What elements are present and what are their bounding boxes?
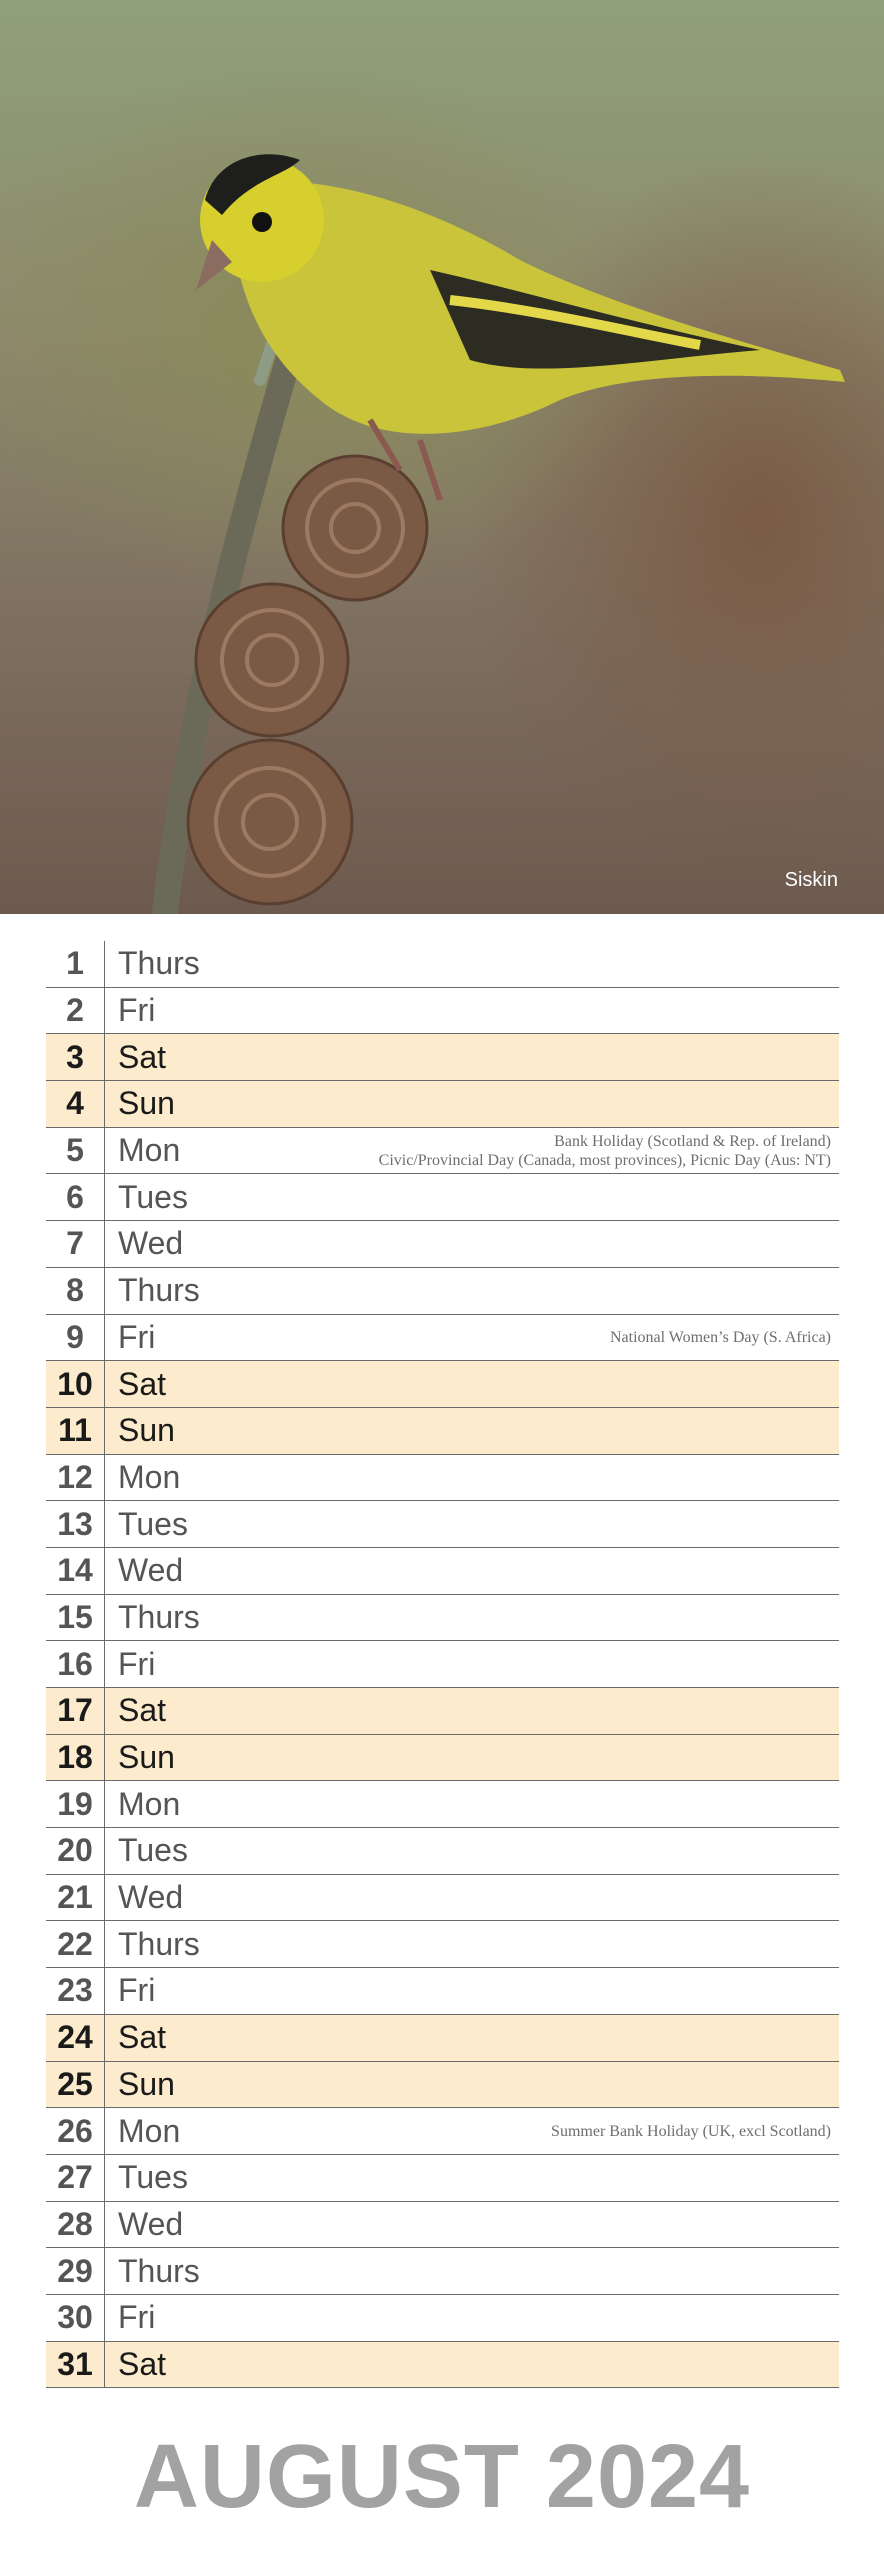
day-row (46, 2342, 839, 2389)
day-row (46, 941, 839, 988)
day-number: 3 (46, 1034, 105, 1080)
weekday-label: Wed (118, 1879, 184, 1916)
weekday-label: Fri (118, 2299, 156, 2336)
day-number: 24 (46, 2015, 105, 2061)
day-number: 14 (46, 1548, 105, 1594)
day-number: 18 (46, 1735, 105, 1781)
day-row (46, 1781, 839, 1828)
day-number: 12 (46, 1455, 105, 1501)
day-number: 2 (46, 988, 105, 1034)
day-row (46, 1595, 839, 1642)
weekday-label: Tues (118, 1832, 188, 1869)
day-row (46, 1455, 839, 1502)
day-row (46, 988, 839, 1035)
weekday-label: Sun (118, 1412, 175, 1449)
day-row (46, 1548, 839, 1595)
day-row (46, 2295, 839, 2342)
weekday-label: Mon (118, 2112, 181, 2149)
day-number: 9 (46, 1315, 105, 1361)
weekday-label: Fri (118, 1318, 156, 1355)
holiday-note (551, 2108, 831, 2154)
day-number: 23 (46, 1968, 105, 2014)
weekday-label: Thurs (118, 1925, 200, 1962)
day-row (46, 1315, 839, 1362)
day-number: 16 (46, 1641, 105, 1687)
day-row (46, 1641, 839, 1688)
day-row (46, 2155, 839, 2202)
day-row (46, 2202, 839, 2249)
day-number: 27 (46, 2155, 105, 2201)
day-number: 29 (46, 2248, 105, 2294)
weekday-label: Sun (118, 2065, 175, 2102)
day-number: 7 (46, 1221, 105, 1267)
day-number: 17 (46, 1688, 105, 1734)
day-number: 5 (46, 1128, 105, 1174)
weekday-label: Sat (118, 1692, 167, 1729)
weekday-label: Fri (118, 992, 156, 1029)
day-number: 1 (46, 941, 105, 987)
weekday-label: Fri (118, 1645, 156, 1682)
weekday-label: Mon (118, 1132, 181, 1169)
day-number: 20 (46, 1828, 105, 1874)
day-row (46, 1128, 839, 1175)
weekday-label: Tues (118, 1178, 188, 1215)
day-number: 31 (46, 2342, 105, 2388)
weekday-label: Wed (118, 2205, 184, 2242)
weekday-label: Sat (118, 2019, 167, 2056)
day-number: 22 (46, 1921, 105, 1967)
day-row (46, 1968, 839, 2015)
holiday-note-line: National Women’s Day (S. Africa) (609, 1328, 831, 1346)
weekday-label: Sat (118, 1038, 167, 1075)
day-number: 26 (46, 2108, 105, 2154)
day-number: 6 (46, 1174, 105, 1220)
day-number: 8 (46, 1268, 105, 1314)
day-number: 4 (46, 1081, 105, 1127)
weekday-label: Tues (118, 1505, 188, 1542)
day-row (46, 2108, 839, 2155)
holiday-note (379, 1128, 831, 1174)
month-title: AUGUST 2024 (133, 2427, 751, 2527)
weekday-label: Thurs (118, 945, 200, 982)
weekday-label: Sun (118, 1085, 175, 1122)
weekday-label: Thurs (118, 1272, 200, 1309)
day-row (46, 2062, 839, 2109)
day-row (46, 1501, 839, 1548)
day-number: 19 (46, 1781, 105, 1827)
weekday-label: Wed (118, 1225, 184, 1262)
day-number: 21 (46, 1875, 105, 1921)
day-list (46, 941, 839, 2388)
weekday-label: Fri (118, 1972, 156, 2009)
holiday-note-line: Civic/Provincial Day (Canada, most provinces), Picnic Day (Aus: NT) (378, 1151, 831, 1169)
holiday-note (610, 1315, 831, 1361)
weekday-label: Sat (118, 2345, 167, 2382)
bird-photo (0, 0, 884, 914)
weekday-label: Mon (118, 1785, 181, 1822)
day-row (46, 1174, 839, 1221)
day-row (46, 1735, 839, 1782)
siskin-illustration (0, 0, 884, 914)
day-row (46, 1034, 839, 1081)
holiday-note-line: Bank Holiday (Scotland & Rep. of Ireland) (554, 1132, 831, 1150)
day-row (46, 1688, 839, 1735)
weekday-label: Tues (118, 2159, 188, 2196)
day-row (46, 1268, 839, 1315)
day-number: 25 (46, 2062, 105, 2108)
day-row (46, 1408, 839, 1455)
weekday-label: Wed (118, 1552, 184, 1589)
day-number: 30 (46, 2295, 105, 2341)
day-row (46, 1828, 839, 1875)
day-row (46, 2015, 839, 2062)
weekday-label: Thurs (118, 1598, 200, 1635)
day-number: 15 (46, 1595, 105, 1641)
day-number: 11 (46, 1408, 105, 1454)
day-row (46, 1875, 839, 1922)
day-row (46, 1221, 839, 1268)
day-number: 13 (46, 1501, 105, 1547)
weekday-label: Mon (118, 1458, 181, 1495)
photo-caption: Siskin (784, 869, 838, 891)
day-row (46, 1361, 839, 1408)
weekday-label: Thurs (118, 2252, 200, 2289)
weekday-label: Sat (118, 1365, 167, 1402)
weekday-label: Sun (118, 1739, 175, 1776)
day-row (46, 1921, 839, 1968)
day-number: 10 (46, 1361, 105, 1407)
day-row (46, 1081, 839, 1128)
day-row (46, 2248, 839, 2295)
holiday-note-line: Summer Bank Holiday (UK, excl Scotland) (551, 2122, 831, 2140)
day-number: 28 (46, 2202, 105, 2248)
